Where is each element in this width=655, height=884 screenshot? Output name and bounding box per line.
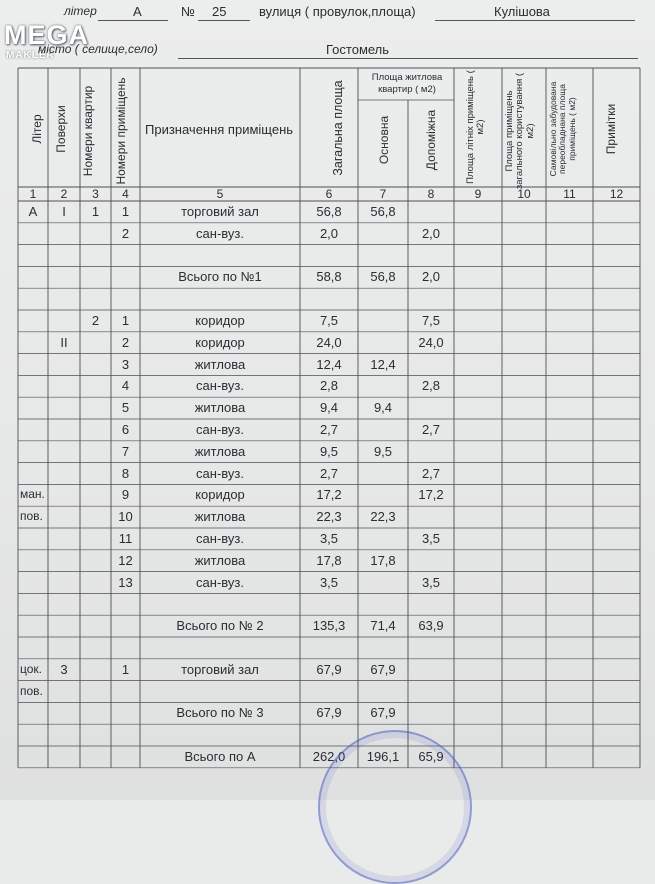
cell-total-area: 9,4 xyxy=(319,400,339,416)
cell-purpose: Всього по А xyxy=(184,749,256,764)
cell-purpose: Всього по № 2 xyxy=(176,618,264,634)
cell-total-area: 22,3 xyxy=(316,509,342,525)
col-header-unauthorized-area: Самовільно забудована переобладнана площа приміщень ( м2) xyxy=(548,81,577,177)
col-header-apartments: Номери квартир xyxy=(81,85,95,177)
column-number: 5 xyxy=(216,187,224,201)
number-value: 25 xyxy=(212,4,227,19)
col-header-summer-area: Площа літніх приміщень ( м2) xyxy=(465,70,487,184)
cell-room: 5 xyxy=(121,400,130,416)
cell-room: 13 xyxy=(118,574,133,590)
cell-purpose: сан-вуз. xyxy=(196,422,244,437)
cell-liter: пов. xyxy=(20,509,43,524)
cell-room: 4 xyxy=(121,378,130,394)
cell-purpose: житлова xyxy=(194,356,246,372)
cell-main-area: 17,8 xyxy=(370,552,396,568)
cell-total-area: 24,0 xyxy=(316,334,342,350)
cell-total-area: 17,2 xyxy=(316,487,342,503)
logo-sub-text: MAKLER xyxy=(6,50,55,61)
column-number: 11 xyxy=(563,187,576,201)
cell-purpose: житлова xyxy=(194,400,246,416)
cell-room: 8 xyxy=(121,465,130,481)
cell-aux-area: 2,0 xyxy=(421,269,441,285)
cell-purpose: сан-вуз. xyxy=(196,225,244,241)
cell-aux-area: 17,2 xyxy=(418,487,444,503)
cell-purpose: коридор xyxy=(195,487,245,503)
liter-label: літер xyxy=(64,4,97,18)
cell-room: 12 xyxy=(118,552,133,568)
cell-total-area: 2,8 xyxy=(319,378,339,394)
cell-room: 1 xyxy=(121,204,130,219)
cell-room: 1 xyxy=(121,313,130,328)
cell-main-area: 71,4 xyxy=(370,618,396,634)
cell-aux-area: 7,5 xyxy=(421,313,441,328)
cell-room: 3 xyxy=(121,356,130,372)
cell-total-area: 67,9 xyxy=(316,705,342,721)
col-header-purpose: Призначення приміщень xyxy=(145,122,294,137)
cell-total-area: 9,5 xyxy=(319,443,339,459)
cell-purpose: житлова xyxy=(194,509,246,525)
col-header-auxiliary: Допоміжна xyxy=(424,109,438,171)
city-value: Гостомель xyxy=(326,42,390,57)
cell-main-area: 56,8 xyxy=(370,204,396,219)
cell-liter: цок. xyxy=(20,661,42,676)
col-header-living-area: Площа житлова квартир ( м2) xyxy=(371,72,443,95)
cell-total-area: 17,8 xyxy=(316,552,342,568)
cell-main-area: 12,4 xyxy=(370,356,396,372)
cell-aux-area: 3,5 xyxy=(421,531,441,546)
cell-total-area: 3,5 xyxy=(319,574,339,590)
cell-room: 7 xyxy=(121,443,130,459)
cell-total-area: 3,5 xyxy=(319,531,339,546)
column-number: 7 xyxy=(379,187,387,201)
column-number: 12 xyxy=(609,187,624,201)
cell-main-area: 56,8 xyxy=(370,269,396,285)
liter-value: А xyxy=(133,4,142,19)
cell-floor: 3 xyxy=(60,661,68,677)
street-label: вулиця ( провулок,площа) xyxy=(259,4,416,19)
cell-main-area: 67,9 xyxy=(370,705,396,721)
column-number: 4 xyxy=(122,187,129,201)
cell-total-area: 2,7 xyxy=(319,465,339,481)
col-header-notes: Примітки xyxy=(604,103,618,155)
cell-total-area: 12,4 xyxy=(316,356,342,372)
cell-aux-area: 2,7 xyxy=(421,465,441,481)
cell-purpose: коридор xyxy=(195,313,245,328)
column-number: 10 xyxy=(517,187,531,201)
cell-room: 6 xyxy=(121,422,130,437)
column-number: 8 xyxy=(427,187,435,201)
cell-purpose: торговий зал xyxy=(181,204,259,219)
cell-purpose: сан-вуз. xyxy=(196,531,244,546)
cell-purpose: торговий зал xyxy=(181,661,259,677)
logo-main-text: MEGA xyxy=(4,20,89,50)
cell-apartment: 1 xyxy=(91,204,100,219)
cell-main-area: 9,5 xyxy=(373,443,393,459)
cell-room: 1 xyxy=(121,661,130,677)
cell-floor: ІІ xyxy=(60,334,68,350)
col-header-floors: Поверхи xyxy=(54,105,68,153)
cell-total-area: 56,8 xyxy=(316,204,342,219)
street-value: Кулішова xyxy=(494,4,550,19)
column-number: 3 xyxy=(92,187,99,201)
cell-liter: А xyxy=(28,204,38,219)
cell-total-area: 67,9 xyxy=(316,661,342,677)
col-header-main: Основна xyxy=(377,115,391,165)
cell-aux-area: 2,7 xyxy=(421,422,441,437)
cell-floor: І xyxy=(62,204,66,219)
city-label: місто ( селище,село) xyxy=(38,42,158,56)
cell-purpose: сан-вуз. xyxy=(196,574,244,590)
cell-purpose: Всього по № 3 xyxy=(176,705,264,721)
cell-total-area: 58,8 xyxy=(316,269,342,285)
cell-room: 2 xyxy=(121,334,130,350)
col-header-rooms: Номери приміщень xyxy=(114,77,128,185)
cell-room: 10 xyxy=(118,509,133,525)
column-number: 6 xyxy=(325,187,333,201)
cell-main-area: 9,4 xyxy=(373,400,393,416)
col-header-common-area: Площа приміщень загального користування ( м2) xyxy=(504,72,536,190)
col-header-total-area: Загальна площа xyxy=(331,80,345,176)
cell-room: 2 xyxy=(121,225,130,241)
cell-purpose: житлова xyxy=(194,443,246,459)
cell-aux-area: 3,5 xyxy=(421,574,441,590)
cell-aux-area: 63,9 xyxy=(418,618,444,634)
column-number: 1 xyxy=(29,187,37,201)
column-number: 9 xyxy=(474,187,482,201)
cell-purpose: сан-вуз. xyxy=(196,465,244,481)
cell-liter: пов. xyxy=(20,683,43,698)
cell-total-area: 7,5 xyxy=(319,313,339,328)
number-label: № xyxy=(181,4,195,19)
cell-main-area: 67,9 xyxy=(370,661,396,677)
official-stamp xyxy=(318,730,472,884)
col-header-liter: Літер xyxy=(30,114,44,144)
cell-aux-area: 2,0 xyxy=(421,225,441,241)
cell-aux-area: 65,9 xyxy=(418,749,444,764)
cell-apartment: 2 xyxy=(91,313,100,328)
cell-purpose: коридор xyxy=(195,334,245,350)
cell-room: 9 xyxy=(121,487,130,503)
cell-purpose: сан-вуз. xyxy=(196,378,244,394)
cell-aux-area: 2,8 xyxy=(421,378,441,394)
cell-purpose: Всього по №1 xyxy=(178,269,262,285)
cell-total-area: 2,0 xyxy=(319,225,339,241)
cell-total-area: 135,3 xyxy=(312,618,346,634)
column-number: 2 xyxy=(60,187,68,201)
cell-liter: ман. xyxy=(20,487,45,502)
cell-total-area: 2,7 xyxy=(319,422,339,437)
cell-main-area: 22,3 xyxy=(370,509,396,525)
cell-total-area: 262,0 xyxy=(312,749,346,764)
cell-aux-area: 24,0 xyxy=(418,334,444,350)
cell-purpose: житлова xyxy=(194,552,246,568)
cell-room: 11 xyxy=(118,531,133,546)
cell-main-area: 196,1 xyxy=(366,749,400,764)
